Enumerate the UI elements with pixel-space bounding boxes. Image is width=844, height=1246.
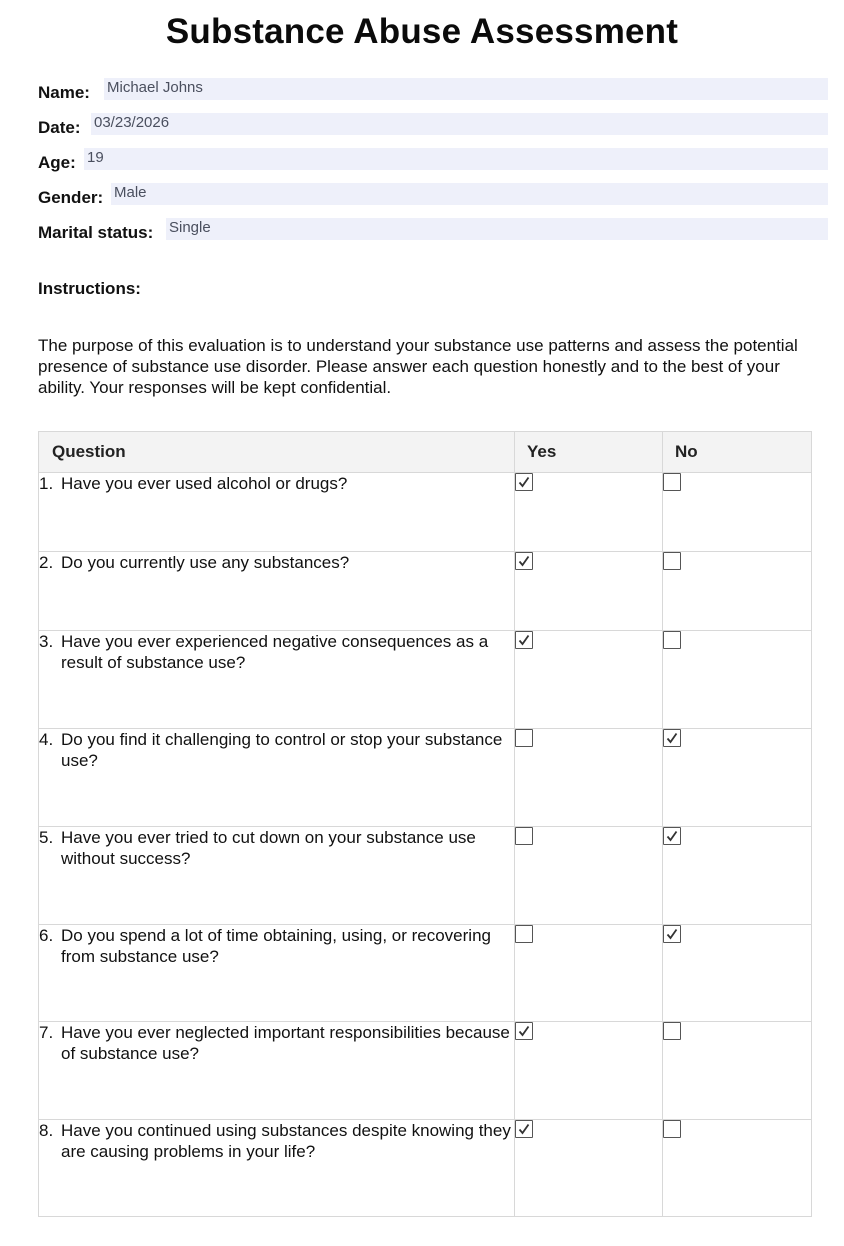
question-number: 1. xyxy=(39,474,54,493)
field-age xyxy=(38,148,828,170)
yes-cell xyxy=(515,729,663,827)
field-value: 19 xyxy=(87,149,104,166)
table-row xyxy=(39,1022,812,1120)
question-number: 2. xyxy=(39,553,54,572)
yes-cell xyxy=(515,631,663,729)
no-checkbox[interactable] xyxy=(663,729,681,747)
table-row xyxy=(39,925,812,1022)
field-date xyxy=(38,113,828,135)
yes-cell xyxy=(515,552,663,631)
field-value: Single xyxy=(169,219,211,236)
question-cell xyxy=(39,552,515,631)
yes-checkbox[interactable] xyxy=(515,631,533,649)
no-checkbox[interactable] xyxy=(663,827,681,845)
no-checkbox[interactable] xyxy=(663,925,681,943)
no-cell xyxy=(663,1120,812,1217)
yes-cell xyxy=(515,1120,663,1217)
instructions-heading: Instructions: xyxy=(38,279,141,298)
question-cell xyxy=(39,1022,515,1120)
field-label: Age: xyxy=(38,153,76,172)
question-number: 6. xyxy=(39,926,54,945)
question-cell xyxy=(39,729,515,827)
question-cell xyxy=(39,827,515,925)
question-text: Do you currently use any substances? xyxy=(61,553,350,572)
table-row xyxy=(39,552,812,631)
field-label: Date: xyxy=(38,118,81,137)
no-checkbox[interactable] xyxy=(663,631,681,649)
question-text: Have you continued using substances despite knowing they are causing problems in your life? xyxy=(61,1121,511,1161)
date-field[interactable] xyxy=(91,113,828,135)
question-text: Have you ever used alcohol or drugs? xyxy=(61,474,348,493)
field-value: 03/23/2026 xyxy=(94,114,170,131)
field-label: Marital status: xyxy=(38,223,154,242)
question-text: Have you ever tried to cut down on your substance use without success? xyxy=(61,828,476,868)
question-text: Do you spend a lot of time obtaining, using, or recovering from substance use? xyxy=(61,926,491,966)
field-name xyxy=(38,78,828,100)
question-number: 3. xyxy=(39,632,54,651)
question-text: Have you ever neglected important responsibilities because of substance use? xyxy=(61,1023,510,1063)
marital-status-field[interactable] xyxy=(166,218,828,240)
table-header-row xyxy=(39,432,812,473)
no-cell xyxy=(663,1022,812,1120)
question-cell xyxy=(39,1120,515,1217)
no-column-header: No xyxy=(663,432,812,473)
no-cell xyxy=(663,827,812,925)
field-value: Michael Johns xyxy=(107,79,203,96)
table-row xyxy=(39,473,812,552)
table-row xyxy=(39,1120,812,1217)
question-text: Have you ever experienced negative consequences as a result of substance use? xyxy=(61,632,489,672)
yes-column-header: Yes xyxy=(515,432,663,473)
yes-checkbox[interactable] xyxy=(515,1022,533,1040)
yes-checkbox[interactable] xyxy=(515,925,533,943)
no-cell xyxy=(663,729,812,827)
yes-cell xyxy=(515,925,663,1022)
field-label: Name: xyxy=(38,83,90,102)
no-checkbox[interactable] xyxy=(663,1120,681,1138)
yes-cell xyxy=(515,473,663,552)
yes-cell xyxy=(515,827,663,925)
question-cell xyxy=(39,631,515,729)
field-gender xyxy=(38,183,828,205)
yes-checkbox[interactable] xyxy=(515,473,533,491)
yes-checkbox[interactable] xyxy=(515,1120,533,1138)
instructions-text: The purpose of this evaluation is to understand your substance use patterns and assess the potential presence of substance use disorder. Please answer each question honestly and to the best of your ability. Your responses will be kept confidential. xyxy=(38,336,798,397)
yes-checkbox[interactable] xyxy=(515,552,533,570)
no-checkbox[interactable] xyxy=(663,552,681,570)
page-title: Substance Abuse Assessment xyxy=(165,12,679,51)
field-value: Male xyxy=(114,184,147,201)
question-number: 7. xyxy=(39,1023,54,1042)
question-text: Do you find it challenging to control or stop your substance use? xyxy=(61,730,503,770)
field-label: Gender: xyxy=(38,188,104,207)
table-row xyxy=(39,827,812,925)
no-cell xyxy=(663,473,812,552)
yes-checkbox[interactable] xyxy=(515,827,533,845)
yes-cell xyxy=(515,1022,663,1120)
yes-checkbox[interactable] xyxy=(515,729,533,747)
assessment-table xyxy=(38,431,812,1217)
question-number: 8. xyxy=(39,1121,54,1140)
no-cell xyxy=(663,631,812,729)
field-marital-status xyxy=(38,218,828,240)
age-field[interactable] xyxy=(84,148,828,170)
no-cell xyxy=(663,925,812,1022)
question-column-header: Question xyxy=(39,432,515,473)
question-cell xyxy=(39,925,515,1022)
table-row xyxy=(39,729,812,827)
name-field[interactable] xyxy=(104,78,828,100)
no-checkbox[interactable] xyxy=(663,473,681,491)
question-number: 5. xyxy=(39,828,54,847)
gender-field[interactable] xyxy=(111,183,828,205)
no-cell xyxy=(663,552,812,631)
table-row xyxy=(39,631,812,729)
question-cell xyxy=(39,473,515,552)
no-checkbox[interactable] xyxy=(663,1022,681,1040)
question-number: 4. xyxy=(39,730,54,749)
